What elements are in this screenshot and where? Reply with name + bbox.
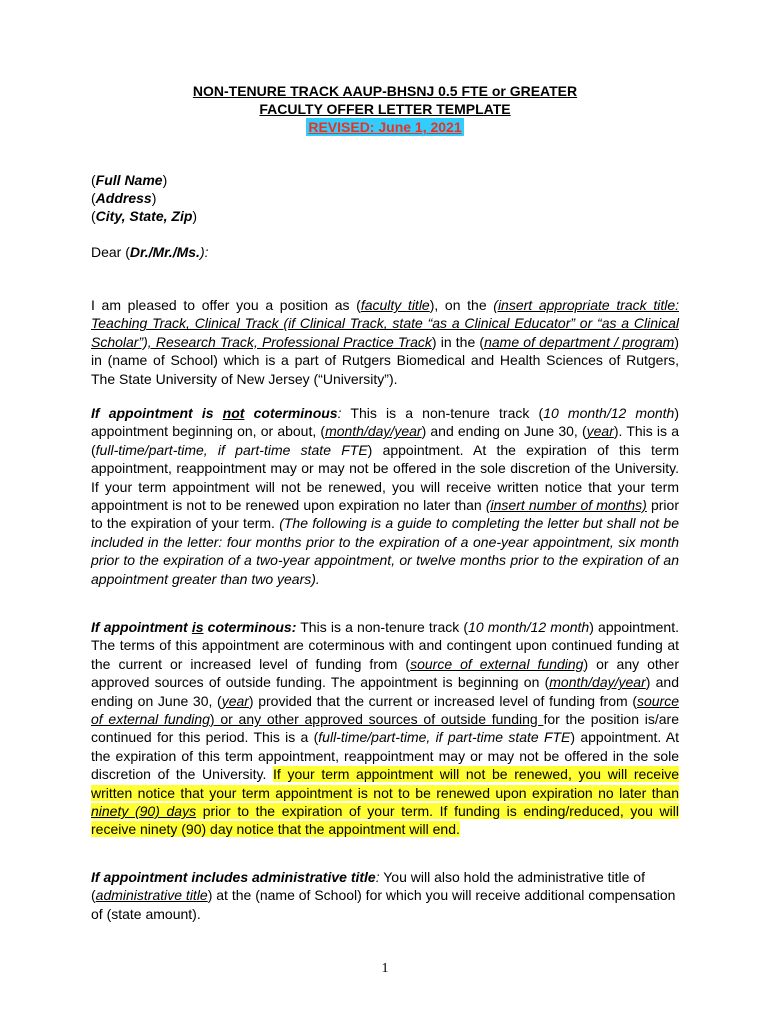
address-placeholder: Address <box>95 190 152 206</box>
title-line-1: NON-TENURE TRACK AAUP-BHSNJ 0.5 FTE or GREATER <box>192 83 578 99</box>
highlighted-notice: If your term appointment will not be renewed, you will receive written notice that your term appointment is not to be renewed upon expiration no later than ninety (90) days prior to the expiration of your term. If funding is ending/reduced, you will receive ninety (90) day notice that the appointment will end. <box>91 766 680 838</box>
guide-note: (The following is a guide to completing the letter but shall not be included in the letter: four months prior to the expiration of a one-year appointment, six month prior to the expiration of a two-year appointment, or twelve months prior to the expiration of an appointment greater than two years). <box>91 515 679 587</box>
page-number: 1 <box>381 961 389 976</box>
revised-date: REVISED: June 1, 2021 <box>308 119 462 135</box>
department-placeholder: name of department / program <box>484 333 675 350</box>
title-block <box>0 82 770 136</box>
coterminous-paragraph: If appointment is coterminous: This is a non-tenure track (10 month/12 month) appointment. The terms of this appointment are coterminous with and contingent upon continued funding at the current or increased level of funding from (source of external funding) or any other approved sources of outside funding. The appointment is beginning on (month/day/year) and ending on June 30, (year) provided that the current or increased level of funding from (source of external funding) or any other approved sources of outside funding for the position is/are continued for this period. This is a (full-time/part-time, if part-time state FTE) appointment. At the expiration of this term appointment, reappointment may or may not be offered in the sole discretion of the University. If your term appointment will not be renewed, you will receive written notice that your term appointment is not to be renewed upon expiration no later than ninety (90) days prior to the expiration of your term. If funding is ending/reduced, you will receive ninety (90) day notice that the appointment will end. <box>91 619 680 838</box>
administrative-heading: If appointment includes administrative title <box>91 869 376 885</box>
salutation-title: Dr./Mr./Ms. <box>129 244 200 260</box>
salutation: Dear (Dr./Mr./Ms.): <box>91 244 209 260</box>
city-state-zip-placeholder: City, State, Zip <box>95 208 193 224</box>
title-line-2: FACULTY OFFER LETTER TEMPLATE <box>259 101 511 117</box>
coterminous-heading: If appointment is coterminous: <box>91 619 297 635</box>
full-name-placeholder: Full Name <box>95 172 163 188</box>
administrative-title-paragraph: If appointment includes administrative title: You will also hold the administrative title of (administrative title) at the (name of School) for which you will receive additional compensation of (state amount). <box>91 869 676 922</box>
faculty-title-placeholder: faculty title <box>360 297 430 313</box>
not-coterminous-paragraph: If appointment is not coterminous: This is a non-tenure track (10 month/12 month) appointment beginning on, or about, (month/day/year) and ending on June 30, (year). This is a (full-time/part-time, if part-time state FTE) appointment. At the expiration of this term appointment, reappointment may or may not be offered in the sole discretion of the University. If your term appointment will not be renewed, you will receive written notice that your term appointment is not to be renewed upon expiration no later than (insert number of months) prior to the expiration of your term. (The following is a guide to completing the letter but shall not be included in the letter: four months prior to the expiration of a one-year appointment, six month prior to the expiration of a two-year appointment, or twelve months prior to the expiration of an appointment greater than two years). <box>91 405 680 587</box>
track-placeholder: (insert appropriate track title: Teaching Track, Clinical Track (if Clinical Track, state “as a Clinical Educator” or “as a Clinical Scholar”), Research Track, Professional Practice Track <box>91 297 679 350</box>
address-block: (Full Name) (Address) (City, State, Zip) <box>91 172 198 224</box>
administrative-title-placeholder: administrative title <box>95 887 208 904</box>
intro-paragraph: I am pleased to offer you a position as (faculty title), on the (insert appropriate track title: Teaching Track, Clinical Track (if Clinical Track, state “as a Clinical Educator” or “as a Clinical Scholar”), Research Track, Professional Practice Track) in the (name of department / program) in (name of School) which is a part of Rutgers Biomedical and Health Sciences of Rutgers, The State University of New Jersey (“University”). <box>91 297 679 387</box>
not-coterminous-heading: If appointment is not coterminous <box>91 405 338 421</box>
